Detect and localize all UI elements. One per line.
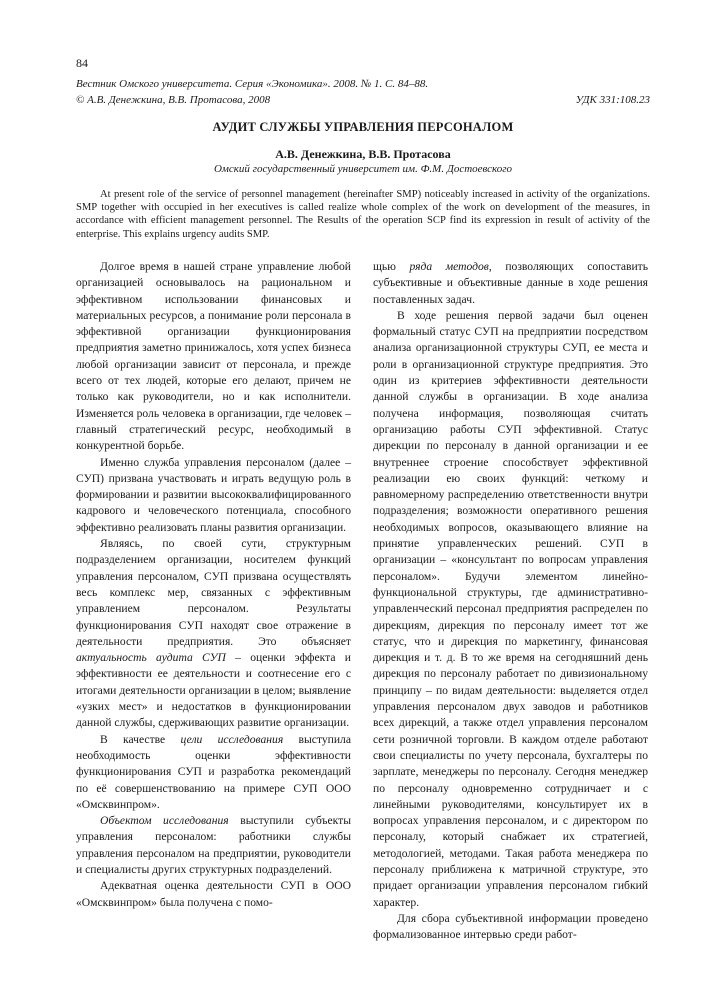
text-run: , позволяющих сопоставить субъективные и объективные данные в ходе решения поставленных задач. [373, 260, 649, 306]
text-run: В качестве [100, 732, 181, 746]
paragraph [76, 732, 351, 813]
article-title: АУДИТ СЛУЖБЫ УПРАВЛЕНИЯ ПЕРСОНАЛОМ [212, 120, 514, 134]
paragraph: В ходе решения первой задачи был оценен формальный статус СУП на предприятии посредством анализа организационной структуры СУП, ее места и роли в организационной структуре предприятия. Это один из критериев эффективности деятельности данной службы в организации. В ходе анализа получена информация, позволяющая считать организацию работы СУП эффективной. Статус дирекции по персоналу в данной организации и ее внутреннее строение способствует эффективной реализации ею своих функций: четкому и равномерному распределению ответственности внутри подразделения; возможности оперативного решения необходимых вопросов, оказывающего влияние на принятие управленческих решений. СУП в организации – «консультант по вопросам управления персоналом». Будучи элементом линейно-функциональной структуры, где административно-управленческий персонал предприятия распределен по дирекциям, дирекция по персоналу имеет тот же статус, что и дирекция по маркетингу, финансовая дирекция и т. д. В то же время на сегодняшний день дирекция по персоналу работает по дивизиональному принципу – по видам деятельности: выделяется отдел управления персоналом двух заводов и работников всех дирекций, а также отдел управления персоналом сети розничной торговли. В каждом отделе работают свои специалисты по учету персонала, бухгалтеры по зарплате, менеджеры по персоналу. Сегодня менеджер по персоналу одновременно сотрудничает и с линейными руководителями, консультирует их в вопросах управления персоналом, и с директором по персоналу, который снабжает их стратегией, методологией, методами. Такая работа менеджера по персоналу приближена к матричной структуре, это придает организации управления персоналом гибкий характер. [373, 308, 648, 909]
body-column-left [76, 259, 351, 911]
text-run: Являясь, по своей сути, структурным подразделением организации, носителем функций управления персоналом, СУП призвана осуществлять весь комплекс мер, связанных с эффективным управлением персоналом. Результаты функционирования СУП находят свое отражение в деятельности предприятия. Это объясняет [76, 537, 351, 648]
paragraph: Для сбора субъективной информации проведено формализованное интервью среди работ- [373, 911, 648, 942]
paragraph [76, 536, 351, 732]
paragraph: Адекватная оценка деятельности СУП в ООО «Омсквинпром» была получена с помо- [76, 879, 351, 909]
copyright-notice: © А.В. Денежкина, В.В. Протасова, 2008 [76, 94, 271, 106]
emphasis-text: Объектом исследования [100, 814, 229, 828]
emphasis-text: ряда методов [409, 260, 489, 273]
paragraph [76, 813, 351, 878]
paragraph-continued [373, 259, 648, 308]
article-authors: А.В. Денежкина, В.В. Протасова [275, 147, 451, 161]
text-run: выступила необходимость оценки эффективности функционирования СУП и разработка рекомендаций по её совершенствованию на примере СУП ООО «Омсквинпром». [76, 732, 351, 811]
body-column-right [373, 259, 648, 943]
paragraph: Долгое время в нашей стране управление любой организацией основывалось на рациональном и эффективном использовании финансовых и материальных ресурсов, а понимание роли персонала в эффективной организации функционирования предприятия заметно принижалось, хотя успех бизнеса любой организации зависит от персонала, и прежде всего от тех людей, которые его делают, причем не только как руководители, но и как исполнители. Изменяется роль человека в организации, где человек – главный стратегический ресурс, необходимый в конкурентной борьбе. [76, 260, 351, 453]
text-run: выступили субъекты управления персоналом: работники службы управления персоналом на предприятии, руководители и специалисты других структурных подразделений. [76, 814, 352, 876]
emphasis-text: цели исследования [180, 732, 284, 746]
author-affiliation: Омский государственный университет им. Ф.М. Достоевского [213, 163, 513, 175]
copyright-line [76, 92, 650, 108]
page-number: 84 [76, 56, 88, 70]
emphasis-text: актуальность аудита СУП [76, 651, 226, 665]
text-run: – оценки эффекта и эффективности ее деятельности и соотнесение его с итогами деятельности организации в целом; выявление «узких мест» и недостатков в функционировании данной службы, сдерживающих развитие организации. [76, 651, 351, 730]
udc-code: УДК 331:108.23 [575, 94, 650, 106]
paragraph: Именно служба управления персоналом (далее – СУП) призвана участвовать и играть ведущую роль в формировании и развитии высококвалифицированного кадрового и человеческого потенциала, способного эффективно реализовать планы развития организации. [76, 455, 351, 534]
abstract: At present role of the service of personnel management (hereinafter SMP) noticeably increased in activity of the organizations. SMP together with occupied in her executives is called realize whole complex of the work on development of the measures, in accordance with efficient management personnel. The Results of the operation SCP find its expression in result of activity of the enterprise. This explains urgency audits SMP. [76, 189, 650, 240]
citation-block [76, 76, 650, 108]
journal-citation: Вестник Омского университета. Серия «Экономика». 2008. № 1. С. 84–88. [76, 78, 429, 90]
text-run: щью [373, 260, 410, 273]
